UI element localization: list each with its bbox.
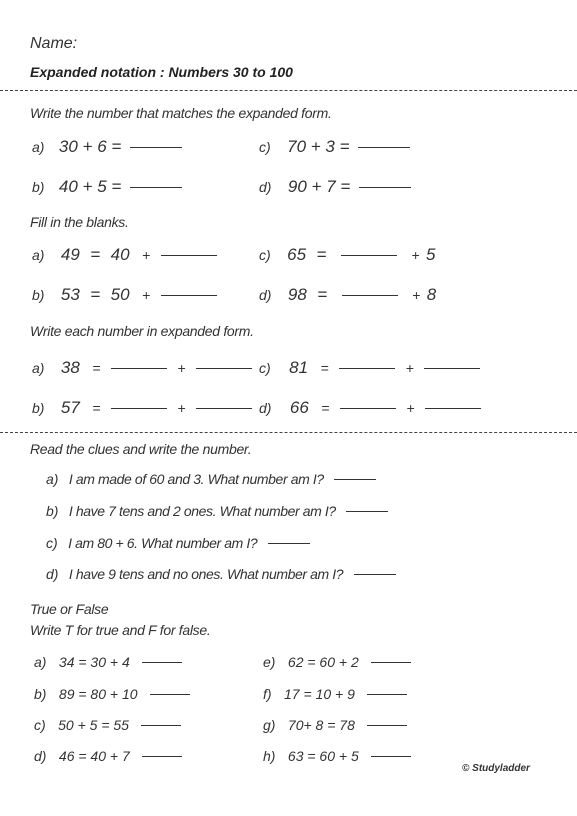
item-letter: b): [46, 503, 59, 519]
tens-blank[interactable]: [111, 408, 167, 409]
plus-sign: +: [177, 360, 186, 376]
s2-item-d: [259, 285, 436, 305]
statement: 34 = 30 + 4: [58, 654, 130, 670]
answer-blank[interactable]: [371, 662, 411, 663]
item-letter: a): [32, 247, 45, 263]
plus-sign: +: [411, 247, 420, 263]
tens-blank[interactable]: [339, 368, 395, 369]
s5-item-b: [34, 686, 190, 704]
statement: 70+ 8 = 78: [287, 717, 355, 733]
item-letter: f): [263, 686, 272, 702]
s1-item-a: [32, 137, 182, 157]
answer-blank[interactable]: [334, 479, 376, 480]
item-number: 38: [60, 358, 80, 377]
tens-blank[interactable]: [340, 408, 396, 409]
item-letter: d): [259, 400, 272, 416]
item-expression: 70 + 3 =: [287, 137, 350, 156]
item-letter: d): [34, 748, 47, 764]
section5-title: True or False: [30, 601, 109, 617]
tens-blank[interactable]: [111, 368, 167, 369]
equals-sign: =: [316, 245, 327, 264]
item-letter: h): [263, 748, 276, 764]
equals-sign: =: [90, 285, 101, 304]
answer-blank[interactable]: [130, 147, 182, 148]
answer-blank[interactable]: [142, 662, 182, 663]
s5-item-e: [263, 654, 411, 672]
divider-top: [0, 90, 577, 91]
s5-item-h: [263, 748, 411, 766]
plus-sign: +: [177, 400, 186, 416]
section3-instruction: Write each number in expanded form.: [30, 323, 254, 339]
s5-item-a: [34, 654, 182, 672]
s5-item-c: [34, 717, 181, 735]
s4-clue-d: [46, 566, 396, 584]
item-letter: d): [46, 566, 59, 582]
statement: 46 = 40 + 7: [58, 748, 130, 764]
s2-item-b: [32, 285, 217, 305]
answer-blank[interactable]: [359, 187, 411, 188]
item-expression: 30 + 6 =: [58, 137, 122, 156]
s3-item-c: [259, 358, 480, 378]
known-part: 8: [426, 285, 437, 304]
answer-blank[interactable]: [141, 725, 181, 726]
item-number: 53: [60, 285, 80, 304]
plus-sign: +: [142, 247, 151, 263]
divider-middle: [0, 432, 577, 433]
section2-instruction: Fill in the blanks.: [30, 214, 129, 230]
s3-item-d: [259, 398, 481, 418]
item-number: 49: [60, 245, 80, 264]
s3-item-b: [32, 398, 252, 418]
answer-blank[interactable]: [130, 187, 182, 188]
item-letter: g): [263, 717, 276, 733]
worksheet-title: Expanded notation : Numbers 30 to 100: [30, 64, 293, 80]
s1-item-d: [259, 177, 411, 197]
s2-item-a: [32, 245, 217, 265]
item-letter: c): [46, 535, 58, 551]
s4-clue-b: [46, 503, 388, 521]
equals-sign: =: [90, 245, 101, 264]
s5-item-g: [263, 717, 407, 735]
item-letter: a): [32, 360, 45, 376]
s1-item-c: [259, 137, 410, 157]
item-letter: a): [46, 471, 59, 487]
s1-item-b: [32, 177, 182, 197]
answer-blank[interactable]: [341, 255, 397, 256]
equals-sign: =: [321, 400, 330, 416]
s4-clue-a: [46, 471, 376, 489]
equals-sign: =: [320, 360, 329, 376]
item-number: 81: [289, 358, 309, 377]
s2-item-c: [259, 245, 435, 265]
answer-blank[interactable]: [268, 543, 310, 544]
equals-sign: =: [92, 400, 101, 416]
section1-instruction: Write the number that matches the expanded form.: [30, 105, 332, 121]
item-letter: b): [32, 179, 45, 195]
known-part: 5: [425, 245, 436, 264]
item-letter: d): [259, 179, 272, 195]
item-letter: a): [34, 654, 47, 670]
item-letter: c): [259, 247, 271, 263]
statement: 63 = 60 + 5: [287, 748, 359, 764]
item-number: 65: [287, 245, 307, 264]
known-part: 50: [110, 285, 130, 304]
plus-sign: +: [406, 400, 415, 416]
clue-text: I have 9 tens and no ones. What number am I?: [68, 566, 344, 582]
ones-blank[interactable]: [196, 368, 252, 369]
answer-blank[interactable]: [142, 756, 182, 757]
item-letter: a): [32, 139, 45, 155]
clue-text: I am made of 60 and 3. What number am I?: [68, 471, 324, 487]
plus-sign: +: [412, 287, 421, 303]
plus-sign: +: [405, 360, 414, 376]
statement: 17 = 10 + 9: [284, 686, 355, 702]
answer-blank[interactable]: [342, 295, 398, 296]
answer-blank[interactable]: [367, 694, 407, 695]
answer-blank[interactable]: [367, 725, 407, 726]
answer-blank[interactable]: [150, 694, 190, 695]
answer-blank[interactable]: [161, 255, 217, 256]
clue-text: I have 7 tens and 2 ones. What number am I?: [68, 503, 336, 519]
statement: 89 = 80 + 10: [58, 686, 138, 702]
statement: 62 = 60 + 2: [287, 654, 359, 670]
answer-blank[interactable]: [161, 295, 217, 296]
item-letter: e): [263, 654, 276, 670]
known-part: 40: [110, 245, 130, 264]
s3-item-a: [32, 358, 252, 378]
item-letter: b): [32, 400, 45, 416]
item-expression: 40 + 5 =: [58, 177, 122, 196]
ones-blank[interactable]: [196, 408, 252, 409]
copyright-text: © Studyladder: [462, 763, 530, 774]
name-label: Name:: [30, 35, 78, 52]
answer-blank[interactable]: [354, 574, 396, 575]
answer-blank[interactable]: [346, 511, 388, 512]
s5-item-f: [263, 686, 407, 704]
equals-sign: =: [317, 285, 328, 304]
item-letter: b): [32, 287, 45, 303]
item-letter: b): [34, 686, 47, 702]
item-letter: c): [259, 139, 271, 155]
section5-instruction: Write T for true and F for false.: [30, 622, 211, 638]
item-number: 98: [287, 285, 307, 304]
equals-sign: =: [92, 360, 101, 376]
item-number: 66: [289, 398, 309, 417]
ones-blank[interactable]: [425, 408, 481, 409]
item-number: 57: [60, 398, 80, 417]
plus-sign: +: [142, 287, 151, 303]
answer-blank[interactable]: [371, 756, 411, 757]
item-letter: d): [259, 287, 272, 303]
answer-blank[interactable]: [358, 147, 410, 148]
s4-clue-c: [46, 535, 310, 553]
ones-blank[interactable]: [424, 368, 480, 369]
item-letter: c): [259, 360, 271, 376]
item-letter: c): [34, 717, 46, 733]
s5-item-d: [34, 748, 182, 766]
item-expression: 90 + 7 =: [287, 177, 351, 196]
statement: 50 + 5 = 55: [58, 717, 129, 733]
clue-text: I am 80 + 6. What number am I?: [68, 535, 258, 551]
section4-instruction: Read the clues and write the number.: [30, 441, 252, 457]
